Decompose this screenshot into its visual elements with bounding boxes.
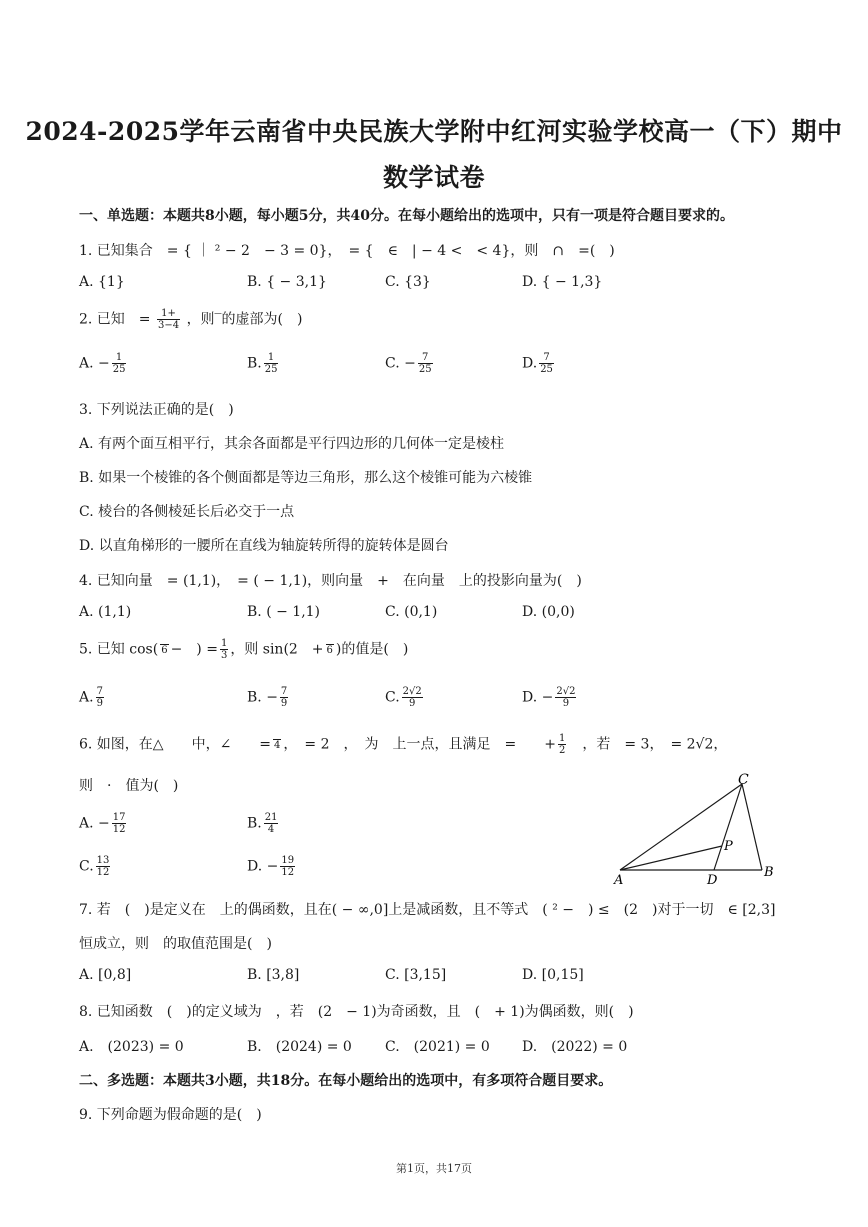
frac-den: 2: [558, 745, 566, 756]
option-prefix: A. −: [79, 815, 110, 832]
q2-stem-pre: 2. 已知 =: [79, 311, 151, 328]
option-prefix: B. −: [247, 689, 278, 706]
q5-part-1: 5. 已知 cos(: [79, 641, 159, 658]
option-c: C. (0,1): [385, 604, 438, 620]
q6-part-2: ， = 2 ， 为 上一点，且满足 = +: [283, 736, 556, 753]
segment-ac: [620, 784, 742, 870]
frac-den: 12: [96, 867, 110, 878]
option-fraction: [264, 352, 279, 375]
option-prefix: D. −: [247, 858, 279, 875]
segment-cd: [714, 784, 742, 870]
question-3-option-a: A. 有两个面互相平行，其余各面都是平行四边形的几何体一定是棱柱: [79, 436, 505, 452]
question-5-stem: [79, 638, 408, 661]
q6-fraction-1: [273, 739, 281, 751]
frac-den: 4: [267, 824, 275, 835]
option-fraction: [112, 812, 127, 835]
option-b: [247, 812, 280, 835]
option-d: [522, 352, 556, 375]
frac-num: 21: [264, 812, 278, 823]
question-7-options: [79, 967, 779, 997]
question-2-stem: [79, 308, 303, 331]
frac-num: 1: [112, 352, 127, 364]
option-prefix: C.: [79, 858, 94, 875]
frac-den: 25: [112, 364, 126, 375]
frac-den: 25: [264, 364, 278, 375]
option-prefix: D.: [522, 355, 538, 372]
option-b: B. { − 3,1}: [247, 274, 327, 290]
option-b: [247, 352, 280, 375]
frac-num: 1: [220, 638, 228, 649]
frac-den: 6: [161, 644, 168, 656]
frac-num: 13: [96, 855, 110, 866]
frac-den: 4: [274, 739, 281, 751]
page-footer: 第1页，共17页: [396, 1162, 472, 1175]
frac-num: 1: [558, 733, 566, 744]
question-9-stem: 9. 下列命题为假命题的是( ): [79, 1107, 262, 1123]
option-d: [247, 855, 297, 878]
question-5-options: [79, 686, 779, 716]
question-1-stem: 1. 已知集合 = { ｜ ² − 2 − 3 = 0}， = { ∈ | − 4 < < 4}，则 ∩ =( ): [79, 243, 615, 259]
frac-den: 6: [326, 644, 333, 656]
option-c: C. (2021) = 0: [385, 1039, 490, 1055]
option-a: [79, 686, 106, 709]
question-8-options: [79, 1036, 779, 1066]
section-single-choice: 一、单选题：本题共8小题，每小题5分，共40分。在每小题给出的选项中，只有一项是符合题目要求的。: [79, 208, 734, 224]
question-1-options: [79, 274, 779, 304]
frac-num: 7: [418, 352, 433, 364]
question-4-options: [79, 604, 779, 634]
option-fraction: [402, 686, 423, 709]
question-6-line-2: 则 · 值为( ): [79, 778, 179, 794]
q5-fraction-2: [220, 638, 228, 661]
option-fraction: [280, 686, 288, 709]
option-d: D. (0,0): [522, 604, 575, 620]
option-fraction: [112, 352, 127, 375]
question-2-options: [79, 352, 779, 382]
question-3-option-b: B. 如果一个棱锥的各个侧面都是等边三角形，那么这个棱锥可能为六棱锥: [79, 470, 533, 486]
q5-part-4: )的值是( ): [335, 641, 409, 658]
option-fraction: [280, 855, 295, 878]
question-7-line-2: 恒成立，则 的取值范围是( ): [79, 936, 272, 952]
q5-fraction-3: [326, 644, 334, 656]
frac-den: 25: [540, 364, 553, 375]
frac-num: 19: [281, 855, 295, 866]
option-d: D. { − 1,3}: [522, 274, 603, 290]
option-fraction: [418, 352, 433, 375]
question-4-stem: 4. 已知向量 = (1,1)， = ( − 1,1)，则向量 + 在向量 上的投影向量为( ): [79, 573, 582, 589]
option-c: [79, 855, 112, 878]
option-c: C. {3}: [385, 274, 431, 290]
option-b: B. (2024) = 0: [247, 1039, 352, 1055]
frac-den: 12: [281, 867, 295, 878]
option-c: C. [3,15]: [385, 967, 447, 983]
frac-num: 2√2: [402, 686, 422, 697]
label-p: P: [724, 839, 733, 854]
q6-part-1: 6. 如图，在△ 中，∠ =: [79, 736, 272, 753]
frac-num: 17: [112, 812, 126, 823]
frac-num: 7: [539, 352, 554, 364]
option-prefix: A.: [79, 689, 94, 706]
option-a: [79, 352, 128, 375]
option-prefix: C. −: [385, 355, 416, 372]
question-3-option-c: C. 棱台的各侧棱延长后必交于一点: [79, 504, 295, 520]
label-b: B: [764, 865, 774, 880]
option-d: D. [0,15]: [522, 967, 584, 983]
title-line-1: 2024-2025学年云南省中央民族大学附中红河实验学校高一（下）期中: [25, 117, 843, 146]
segment-cb: [742, 784, 762, 870]
option-a: A. (1,1): [79, 604, 132, 620]
frac-den: 12: [112, 824, 126, 835]
frac-den: 3−4: [158, 320, 180, 331]
q5-fraction-1: [160, 644, 168, 656]
option-c: [385, 352, 435, 375]
option-fraction: [539, 352, 554, 375]
option-prefix: B.: [247, 355, 262, 372]
option-fraction: [555, 686, 576, 709]
title-line-2: 数学试卷: [382, 163, 485, 192]
option-d: D. (2022) = 0: [522, 1039, 628, 1055]
triangle-figure: [612, 772, 782, 890]
frac-num: 1: [264, 352, 279, 364]
frac-den: 9: [562, 698, 570, 709]
option-a: A. [0,8]: [79, 967, 132, 983]
frac-num: 7: [280, 686, 288, 697]
q2-stem-post: ，则‾的虚部为( ): [186, 311, 303, 328]
option-prefix: A. −: [79, 355, 110, 372]
frac-num: 2√2: [556, 686, 576, 697]
frac-den: 9: [96, 698, 103, 709]
label-d: D: [707, 873, 718, 888]
label-c: C: [738, 772, 749, 788]
question-3-option-d: D. 以直角梯形的一腰所在直线为轴旋转所得的旋转体是圆台: [79, 538, 449, 554]
frac-den: 25: [418, 364, 432, 375]
option-b: B. ( − 1,1): [247, 604, 321, 620]
option-fraction: [96, 686, 104, 709]
option-a: [79, 812, 128, 835]
q6-fraction-2: [558, 733, 566, 756]
section-multiple-choice: 二、多选题：本题共3小题，共18分。在每小题给出的选项中，有多项符合题目要求。: [79, 1073, 613, 1089]
option-prefix: B.: [247, 815, 262, 832]
option-b: B. [3,8]: [247, 967, 300, 983]
frac-num: 7: [96, 686, 103, 697]
q5-part-3: ，则 sin(2 +: [230, 641, 324, 658]
frac-den: 9: [409, 698, 416, 709]
label-a: A: [614, 873, 624, 888]
q6-part-3: ，若 = 3， = 2√2，: [568, 736, 728, 753]
option-b: [247, 686, 290, 709]
frac-den: 3: [220, 650, 228, 661]
option-prefix: D. −: [522, 689, 554, 706]
q5-part-2: − ) =: [170, 641, 218, 658]
option-prefix: C.: [385, 689, 400, 706]
option-fraction: [264, 812, 279, 835]
question-3-stem: 3. 下列说法正确的是( ): [79, 402, 234, 418]
option-d: [522, 686, 578, 709]
frac-den: 9: [280, 698, 288, 709]
option-a: A. (2023) = 0: [79, 1039, 184, 1055]
option-c: [385, 686, 425, 709]
segment-ap: [620, 846, 722, 870]
q2-fraction: [157, 308, 180, 331]
option-fraction: [96, 855, 111, 878]
option-a: A. {1}: [79, 274, 125, 290]
frac-num: 1+: [157, 308, 180, 320]
question-7-line-1: 7. 若 ( )是定义在 上的偶函数，且在( − ∞,0]上是减函数，且不等式 ( ² − ) ≤ (2 )对于一切 ∈ [2,3]: [79, 902, 776, 918]
question-8-stem: 8. 已知函数 ( )的定义域为 ，若 (2 − 1)为奇函数，且 ( + 1)为偶函数，则( ): [79, 1004, 634, 1020]
question-6-stem: [79, 733, 727, 756]
